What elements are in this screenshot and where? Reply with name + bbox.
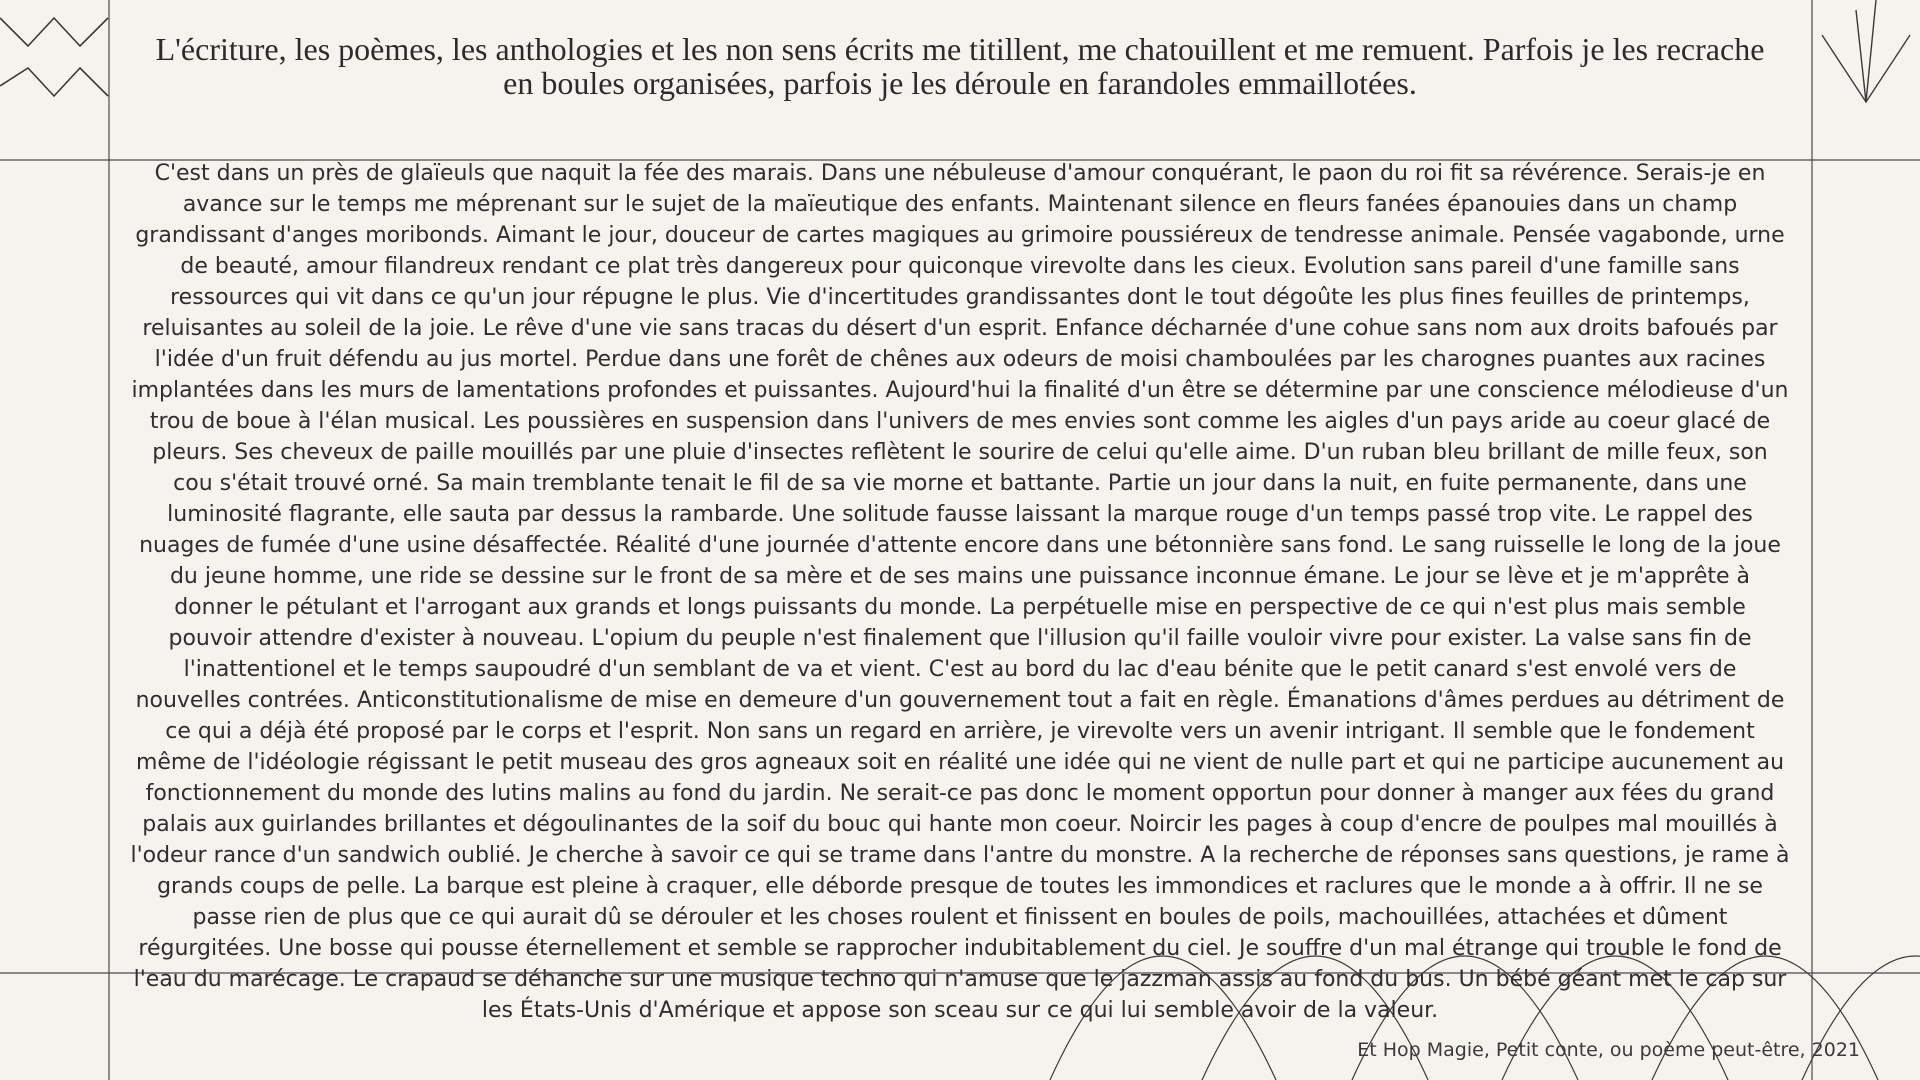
body-paragraph: C'est dans un près de glaïeuls que naquit la fée des marais. Dans une nébuleuse d'amour conquérant, le paon du roi fit sa révérence. Serais-je en avance sur le temps me méprenant sur le sujet de la maïeutique des enfants. Maintenant silence en fleurs fanées épanouies dans un champ grandissant d'anges moribonds. Aimant le jour, douceur de cartes magiques au grimoire poussiéreux de tendresse animale. Pensée vagabonde, urne de beauté, amour filandreux rendant ce plat très dangereux pour quiconque virevolte dans les cieux. Evolution sans pareil d'une famille sans ressources qui vit dans ce qu'un jour répugne le plus. Vie d'incertitudes grandissantes dont le tout dégoûte les plus fines feuilles de printemps, reluisantes au soleil de la joie. Le rêve d'une vie sans tracas du désert d'un esprit. Enfance décharnée d'une cohue sans nom aux droits bafoués par l'idée d'un fruit défendu au jus mortel. Perdue dans une forêt de chênes aux odeurs de moisi chamboulées par les charognes puantes aux racines implantées dans les murs de lamentations profondes et puissantes. Aujourd'hui la finalité d'un être se détermine par une conscience mélodieuse d'un trou de boue à l'élan musical. Les poussières en suspension dans l'univers de mes envies sont comme les aigles d'un pays aride au coeur glacé de pleurs. Ses cheveux de paille mouillés par une pluie d'insectes reflètent le sourire de celui qu'elle aime. D'un ruban bleu brillant de mille feux, son cou s'était trouvé orné. Sa main tremblante tenait le fil de sa vie morne et battante. Partie un jour dans la nuit, en fuite permanente, dans une luminosité flagrante, elle sauta par dessus la rambarde. Une solitude fausse laissant la marque rouge d'un temps passé trop vite. Le rappel des nuages de fumée d'une usine désaffectée. Réalité d'une journée d'attente encore dans une bétonnière sans fond. Le sang ruisselle le long de la joue du jeune homme, une ride se dessine sur le front de sa mère et de ses mains une puissance inconnue émane. Le jour se lève et je m'apprête à donner le pétulant et l'arrogant aux grands et longs puissants du monde. La perpétuelle mise en perspective de ce qui n'est plus mais semble pouvoir attendre d'exister à nouveau. L'opium du peuple n'est finalement que l'illusion qu'il faille vouloir vivre pour exister. La valse sans fin de l'inattentionel et le temps saupoudré d'un semblant de va et vient. C'est au bord du lac d'eau bénite que le petit canard s'est envolé vers de nouvelles contrées. Anticonstitutionalisme de mise en demeure d'un gouvernement tout a fait en règle. Émanations d'âmes perdues au détriment de ce qui a déjà été proposé par le corps et l'esprit. Non sans un regard en arrière, je virevolte vers un avenir intrigant. Il semble que le fondement même de l'idéologie régissant le petit museau des gros agneaux soit en réalité une idée qui ne vient de nulle part et qui ne participe aucunement au fonctionnement du monde des lutins malins au fond du jardin. Ne serait-ce pas donc le moment opportun pour donner à manger aux fées du grand palais aux guirlandes brillantes et dégoulinantes de la soif du bouc qui hante mon coeur. Noircir les pages à coup d'encre de poulpes mal mouillés à l'odeur rance d'un sandwich oublié. Je cherche à savoir ce qui se trame dans l'antre du monstre. A la recherche de réponses sans questions, je rame à grands coups de pelle. La barque est pleine à craquer, elle déborde presque de toutes les immondices et raclures que le monde a à offrir. Il ne se passe rien de plus que ce qui aurait dû se dérouler et les choses roulent et finissent en boules de poils, machouillées, attachées et dûment régurgitées. Une bosse qui pousse éternellement et semble se rapprocher indubitablement du ciel. Je souffre d'un mal étrange qui trouble le fond de l'eau du marécage. Le crapaud se déhanche sur une musique techno qui n'amuse que le jazzman assis au fond du bus. Un bébé géant met le cap sur les États-Unis d'Amérique et appose son sceau sur ce qui lui semble avoir de la valeur. (130, 161, 1790, 1023)
footer-caption: Et Hop Magie, Petit conte, ou poème peut-être, 2021 (1357, 1039, 1860, 1061)
zigzag-icon (0, 18, 108, 96)
intro-heading: L'écriture, les poèmes, les anthologies et les non sens écrits me titillent, me chatouillent et me remuent. Parfois je les recrache en boules organisées, parfois je les déroule en farandoles emmaillotées. (155, 31, 1765, 101)
chevron-lines-icon (1822, 0, 1910, 102)
